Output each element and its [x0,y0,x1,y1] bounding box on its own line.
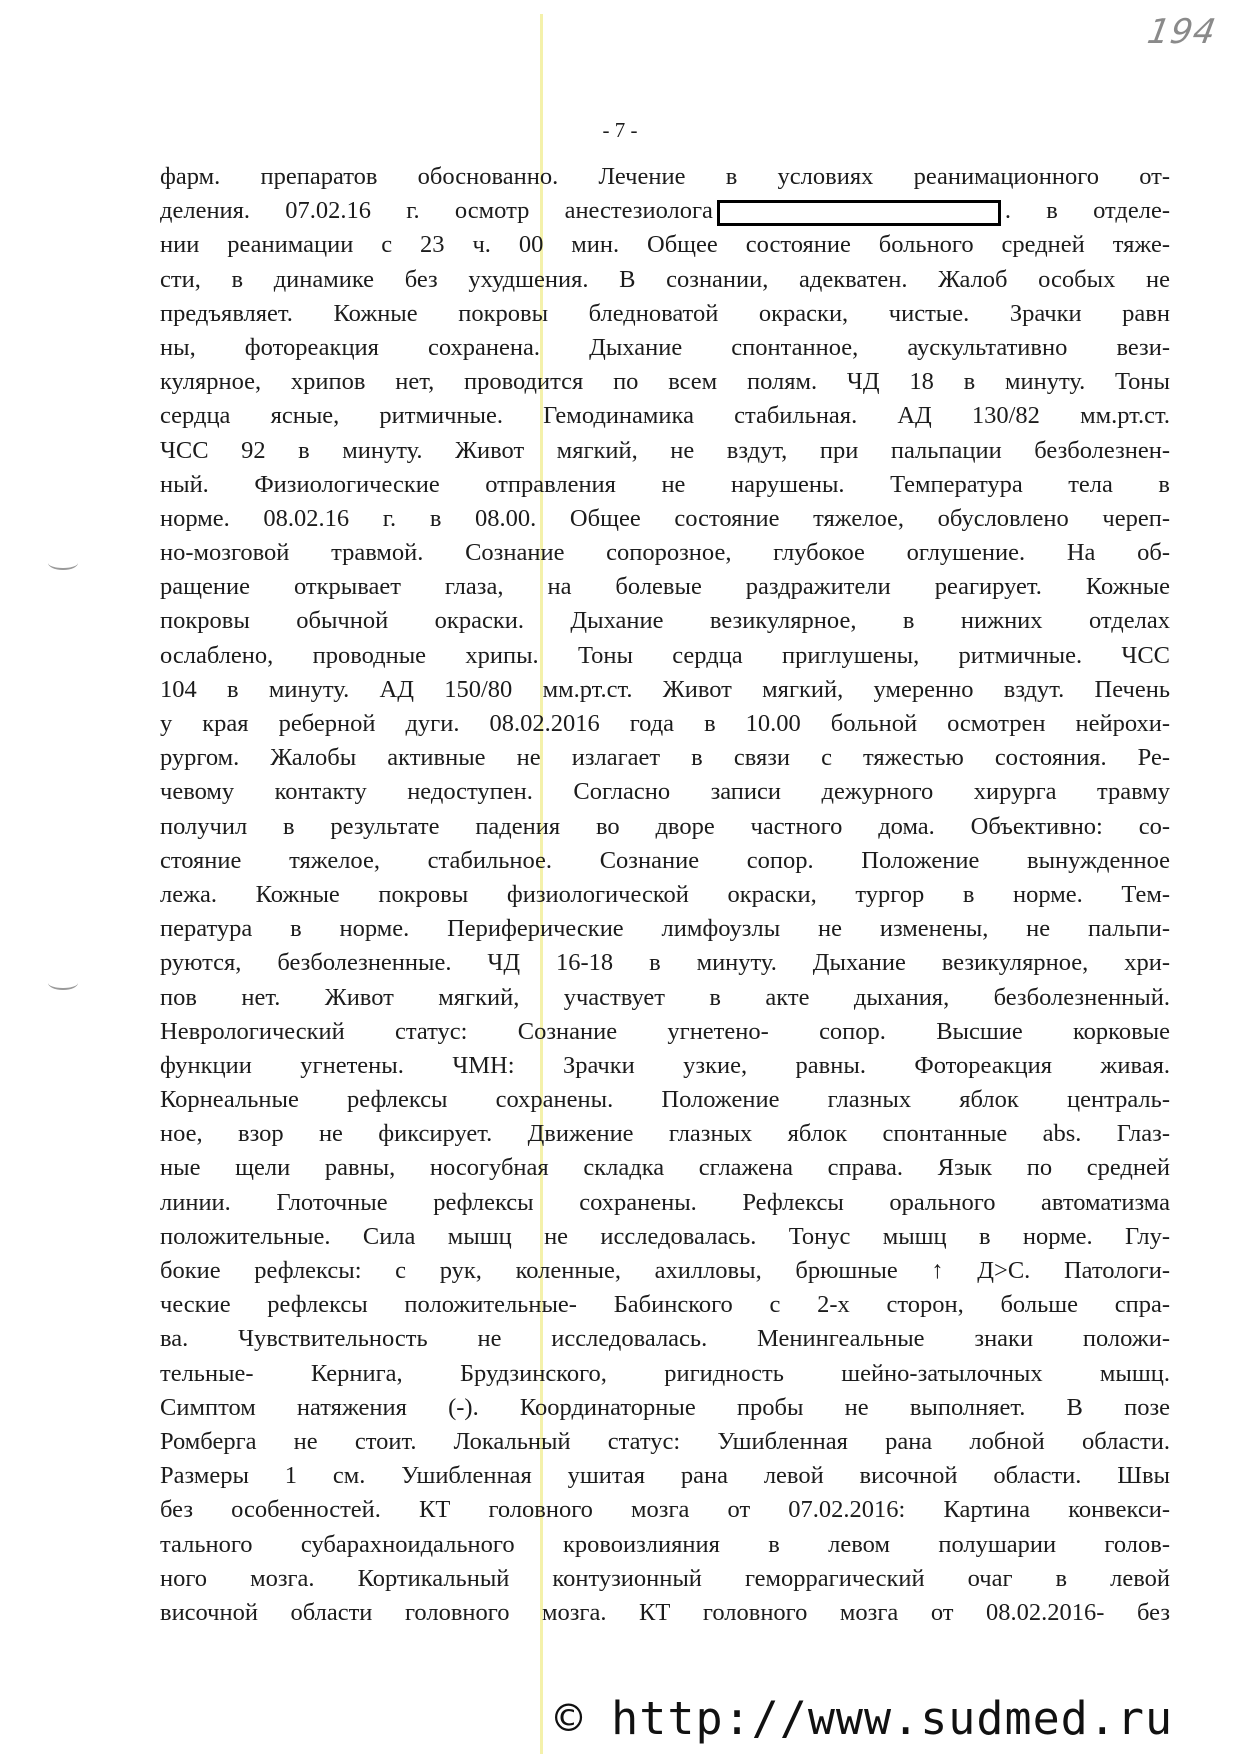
body-text [160,160,1170,1630]
text-line: предъявляет. Кожные покровы бледноватой окраски, чистые. Зрачки равн [160,299,1170,327]
text-line: пература в норме. Периферические лимфоузлы не изменены, не пальпи- [160,915,1170,943]
text-line: стояние тяжелое, стабильное. Сознание сопор. Положение вынужденное [160,846,1170,874]
redacted-name-box [717,200,1001,226]
site-watermark: © http://www.sudmed.ru [555,1692,1174,1745]
hole-punch-mark [48,976,78,990]
text-line: бокие рефлексы: с рук, коленные, ахилловы, брюшные ↑ Д>С. Патологи- [160,1257,1170,1284]
text-line: чевому контакту недоступен. Согласно записи дежурного хирурга травму [160,778,1170,806]
text-line: ное, взор не фиксирует. Движение глазных яблок спонтанные abs. Глаз- [160,1120,1170,1148]
text-line: ослаблено, проводные хрипы. Тоны сердца приглушены, ритмичные. ЧСС [160,641,1170,669]
text-line: покровы обычной окраски. Дыхание везикулярное, в нижних отделах [160,607,1170,635]
text-line: ращение открывает глаза, на болевые раздражители реагирует. Кожные [160,573,1170,601]
text-line: рургом. Жалобы активные не излагает в связи с тяжестью состояния. Ре- [160,744,1170,772]
text-line: ва. Чувствительность не исследовалась. Менингеальные знаки положи- [160,1325,1170,1353]
text-line: у края реберной дуги. 08.02.2016 года в 10.00 больной осмотрен нейрохи- [160,710,1170,737]
text-line: Размеры 1 см. Ушибленная ушитая рана левой височной области. Швы [160,1462,1170,1490]
text-line: 104 в минуту. АД 150/80 мм.рт.ст. Живот мягкий, умеренно вздут. Печень [160,675,1170,703]
text-line: функции угнетены. ЧМН: Зрачки узкие, равны. Фотореакция живая. [160,1051,1170,1079]
text-line [160,194,1170,228]
text-line: нии реанимации с 23 ч. 00 мин. Общее состояние больного средней тяже- [160,231,1170,259]
handwritten-page-number: 194 [1144,12,1220,52]
text-line-part: . в отделе- [1004,197,1170,225]
hole-punch-mark [48,556,78,570]
text-line: кулярное, хрипов нет, проводится по всем полям. ЧД 18 в минуту. Тоны [160,368,1170,396]
text-line: но-мозговой травмой. Сознание сопорозное, глубокое оглушение. На об- [160,539,1170,567]
text-line: Симптом натяжения (-). Координаторные пробы не выполняет. В позе [160,1393,1170,1421]
text-line: ны, фотореакция сохранена. Дыхание спонтанное, аускультативно вези- [160,333,1170,361]
text-line: положительные. Сила мышц не исследовалась. Тонус мышц в норме. Глу- [160,1222,1170,1250]
text-line: сердца ясные, ритмичные. Гемодинамика стабильная. АД 130/82 мм.рт.ст. [160,402,1170,430]
text-line: Ромберга не стоит. Локальный статус: Ушибленная рана лобной области. [160,1427,1170,1455]
text-line: без особенностей. КТ головного мозга от 07.02.2016: Картина конвекси- [160,1496,1170,1524]
text-line-part: деления. 07.02.16 г. осмотр анестезиолога [160,197,713,225]
text-line: тального субарахноидального кровоизлияния в левом полушарии голов- [160,1530,1170,1558]
text-line: ческие рефлексы положительные- Бабинского с 2-х сторон, больше спра- [160,1291,1170,1319]
text-line: ЧСС 92 в минуту. Живот мягкий, не вздут, при пальпации безболезнен- [160,436,1170,464]
text-line: Неврологический статус: Сознание угнетено- сопор. Высшие корковые [160,1017,1170,1045]
text-line: получил в результате падения во дворе частного дома. Объективно: со- [160,812,1170,840]
text-line: руются, безболезненные. ЧД 16-18 в минуту. Дыхание везикулярное, хри- [160,949,1170,977]
text-line: норме. 08.02.16 г. в 08.00. Общее состояние тяжелое, обусловлено череп- [160,504,1170,532]
page-number: - 7 - [602,118,638,142]
text-line: Корнеальные рефлексы сохранены. Положение глазных яблок централь- [160,1086,1170,1114]
text-line: пов нет. Живот мягкий, участвует в акте дыхания, безболезненный. [160,983,1170,1011]
text-line: ный. Физиологические отправления не нарушены. Температура тела в [160,470,1170,498]
text-line: линии. Глоточные рефлексы сохранены. Рефлексы орального автоматизма [160,1188,1170,1216]
text-line: фарм. препаратов обоснованно. Лечение в условиях реанимационного от- [160,163,1170,190]
text-line: ного мозга. Кортикальный контузионный геморрагический очаг в левой [160,1564,1170,1592]
text-line: височной области головного мозга. КТ головного мозга от 08.02.2016- без [160,1598,1170,1626]
text-line: ные щели равны, носогубная складка сглажена справа. Язык по средней [160,1154,1170,1182]
text-line: тельные- Кернига, Брудзинского, ригидность шейно-затылочных мышц. [160,1359,1170,1387]
text-line: сти, в динамике без ухудшения. В сознании, адекватен. Жалоб особых не [160,265,1170,293]
text-line: лежа. Кожные покровы физиологической окраски, тургор в норме. Тем- [160,880,1170,908]
